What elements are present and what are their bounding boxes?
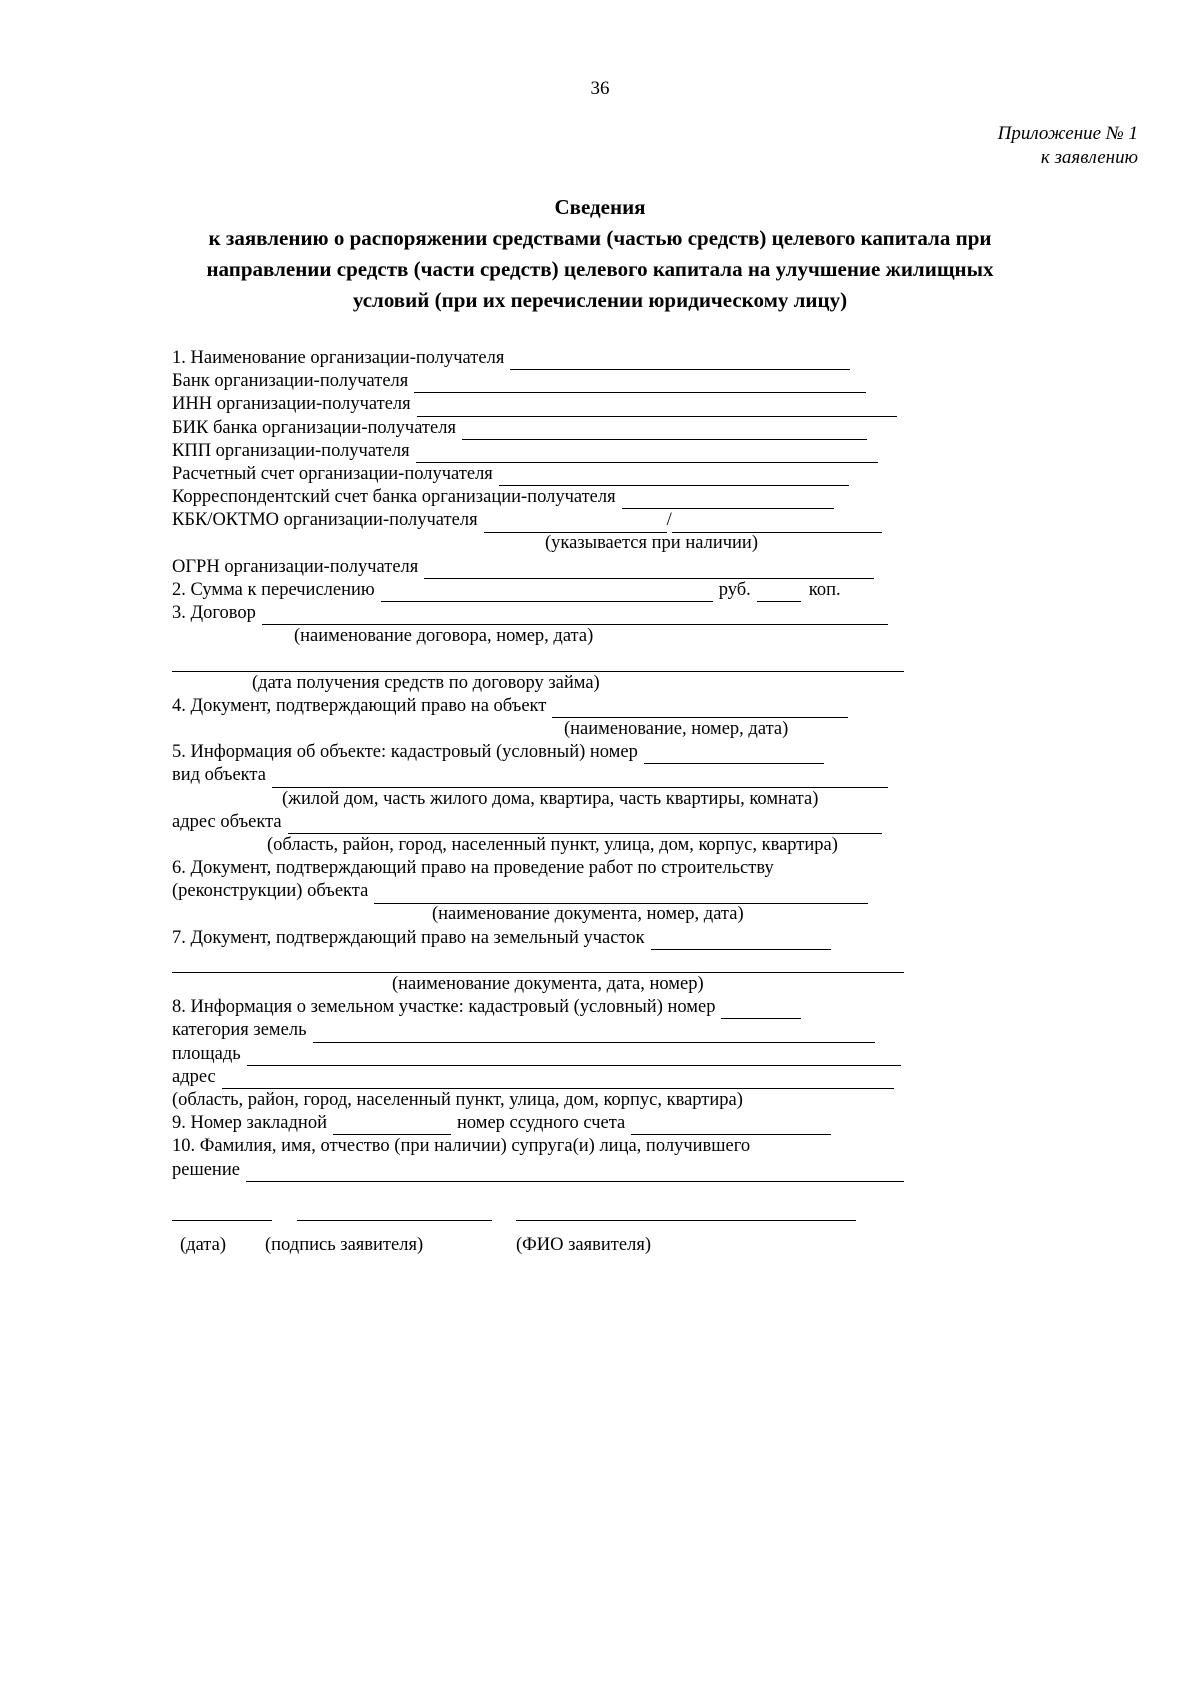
ownership-doc-hint: (наименование, номер, дата) [564, 718, 789, 739]
amount-rub-label: руб. [718, 579, 751, 600]
amount-label: 2. Сумма к перечислению [172, 579, 375, 600]
object-info-row [172, 741, 942, 764]
applicant-signature-field[interactable] [297, 1218, 492, 1221]
mortgage-field[interactable] [333, 1117, 451, 1135]
recipient-inn-row [172, 393, 942, 416]
contract-row [172, 602, 942, 625]
recipient-bank-row [172, 370, 942, 393]
loan-date-field[interactable] [172, 654, 904, 672]
land-doc-row-2 [172, 950, 942, 973]
oktmo-field[interactable] [672, 515, 882, 533]
recipient-account-label: Расчетный счет организации-получателя [172, 463, 493, 484]
construction-doc-hint: (наименование документа, номер, дата) [432, 904, 744, 925]
construction-doc-hint-row [172, 904, 942, 927]
land-doc-row [172, 927, 942, 950]
land-info-row [172, 996, 942, 1019]
date-caption: (дата) [180, 1235, 226, 1255]
info-form [172, 347, 942, 1182]
land-doc-field-2[interactable] [172, 955, 904, 973]
recipient-bik-field[interactable] [462, 422, 867, 440]
recipient-account-row [172, 463, 942, 486]
amount-rub-field[interactable] [381, 584, 713, 602]
land-cadastral-field[interactable] [721, 1001, 801, 1019]
recipient-bank-field[interactable] [414, 375, 866, 393]
contract-hint-row [172, 625, 942, 648]
recipient-account-field[interactable] [499, 468, 849, 486]
mortgage-row [172, 1112, 942, 1135]
land-doc-hint-row [172, 973, 942, 996]
kbk-field[interactable] [484, 515, 667, 533]
recipient-kpp-row [172, 440, 942, 463]
construction-doc-label: 6. Документ, подтверждающий право на проведение работ по строительству [172, 858, 774, 879]
recipient-bank-label: Банк организации-получателя [172, 371, 409, 392]
contract-field[interactable] [262, 607, 888, 625]
object-type-field[interactable] [272, 770, 888, 788]
kbk-hint-row [172, 533, 942, 556]
amount-kop-field[interactable] [757, 584, 801, 602]
recipient-name-row [172, 347, 942, 370]
object-address-hint-row [172, 834, 942, 857]
loan-account-label: номер ссудного счета [456, 1113, 626, 1134]
recipient-kbk-oktmo-label: КБК/ОКТМО организации-получателя [172, 510, 478, 531]
recipient-corr-account-row [172, 486, 942, 509]
construction-doc-row [172, 857, 942, 880]
loan-date-hint: (дата получения средств по договору займа) [252, 672, 600, 693]
object-type-label: вид объекта [172, 765, 266, 786]
object-type-row [172, 764, 942, 787]
object-address-field[interactable] [288, 816, 882, 834]
construction-doc-row-2 [172, 880, 942, 903]
kbk-hint: (указывается при наличии) [545, 533, 758, 554]
land-address-row [172, 1066, 942, 1089]
spouse-field[interactable] [246, 1164, 904, 1182]
construction-doc-field[interactable] [374, 886, 868, 904]
land-category-label: категория земель [172, 1020, 307, 1041]
document-title [150, 192, 1050, 316]
land-address-field[interactable] [222, 1071, 894, 1089]
title-line-4: условий (при их перечислении юридическому лицу) [352, 288, 848, 312]
land-info-label: 8. Информация о земельном участке: кадастровый (условный) номер [172, 997, 716, 1018]
recipient-inn-label: ИНН организации-получателя [172, 394, 411, 415]
ownership-doc-label: 4. Документ, подтверждающий право на объект [172, 695, 547, 716]
object-address-label: адрес объекта [172, 811, 282, 832]
land-area-label: площадь [172, 1043, 241, 1064]
land-doc-hint: (наименование документа, дата, номер) [392, 974, 704, 995]
appendix-label [998, 122, 1138, 170]
appendix-line-2: к заявлению [1040, 147, 1138, 168]
recipient-ogrn-field[interactable] [424, 561, 874, 579]
recipient-bik-row [172, 417, 942, 440]
spouse-label-2: решение [172, 1159, 240, 1180]
contract-hint: (наименование договора, номер, дата) [294, 626, 594, 647]
mortgage-label: 9. Номер закладной [172, 1113, 327, 1134]
recipient-kpp-label: КПП организации-получателя [172, 440, 410, 461]
signature-block [172, 1218, 872, 1278]
land-address-label: адрес [172, 1066, 216, 1087]
land-area-row [172, 1043, 942, 1066]
recipient-inn-field[interactable] [417, 399, 897, 417]
page-number: 36 [590, 78, 610, 99]
recipient-corr-account-field[interactable] [622, 491, 834, 509]
recipient-kbk-oktmo-row [172, 509, 942, 532]
spouse-row-2 [172, 1159, 942, 1182]
object-type-hint: (жилой дом, часть жилого дома, квартира, часть квартиры, комната) [282, 788, 819, 809]
title-line-1: Сведения [554, 195, 646, 219]
land-doc-label: 7. Документ, подтверждающий право на земельный участок [172, 927, 645, 948]
loan-date-hint-row [172, 672, 942, 695]
recipient-ogrn-label: ОГРН организации-получателя [172, 556, 419, 577]
spouse-row [172, 1135, 942, 1158]
land-category-field[interactable] [313, 1025, 875, 1043]
object-info-label: 5. Информация об объекте: кадастровый (условный) номер [172, 742, 638, 763]
recipient-ogrn-row [172, 556, 942, 579]
ownership-doc-field[interactable] [552, 700, 848, 718]
object-address-row [172, 811, 942, 834]
land-doc-field[interactable] [651, 932, 831, 950]
land-address-hint-row [172, 1089, 942, 1112]
title-line-3: направлении средств (части средств) целевого капитала на улучшение жилищных [206, 257, 994, 281]
recipient-name-field[interactable] [510, 352, 850, 370]
signature-caption: (подпись заявителя) [265, 1235, 424, 1255]
object-cadastral-field[interactable] [644, 746, 824, 764]
title-line-2: к заявлению о распоряжении средствами (частью средств) целевого капитала при [208, 226, 992, 250]
recipient-bik-label: БИК банка организации-получателя [172, 417, 456, 438]
appendix-line-1: Приложение № 1 [997, 123, 1138, 144]
applicant-name-field[interactable] [516, 1218, 856, 1221]
amount-kop-label: коп. [808, 579, 841, 600]
loan-account-field[interactable] [631, 1117, 831, 1135]
recipient-corr-account-label: Корреспондентский счет банка организации-получателя [172, 487, 616, 508]
applicant-name-caption: (ФИО заявителя) [516, 1235, 651, 1255]
object-address-hint: (область, район, город, населенный пункт, улица, дом, корпус, квартира) [267, 834, 838, 855]
construction-doc-label-2: (реконструкции) объекта [172, 881, 369, 902]
object-type-hint-row [172, 788, 942, 811]
amount-row [172, 579, 942, 602]
land-address-hint: (область, район, город, населенный пункт, улица, дом, корпус, квартира) [172, 1089, 743, 1110]
loan-date-row [172, 648, 942, 671]
kbk-oktmo-separator: / [666, 510, 672, 531]
spouse-label: 10. Фамилия, имя, отчество (при наличии) супруга(и) лица, получившего [172, 1136, 751, 1157]
contract-label: 3. Договор [172, 603, 256, 624]
land-area-field[interactable] [247, 1048, 901, 1066]
recipient-name-label: 1. Наименование организации-получателя [172, 347, 505, 368]
land-category-row [172, 1019, 942, 1042]
date-signature-field[interactable] [172, 1218, 272, 1221]
recipient-kpp-field[interactable] [416, 445, 878, 463]
ownership-doc-hint-row [172, 718, 942, 741]
ownership-doc-row [172, 695, 942, 718]
